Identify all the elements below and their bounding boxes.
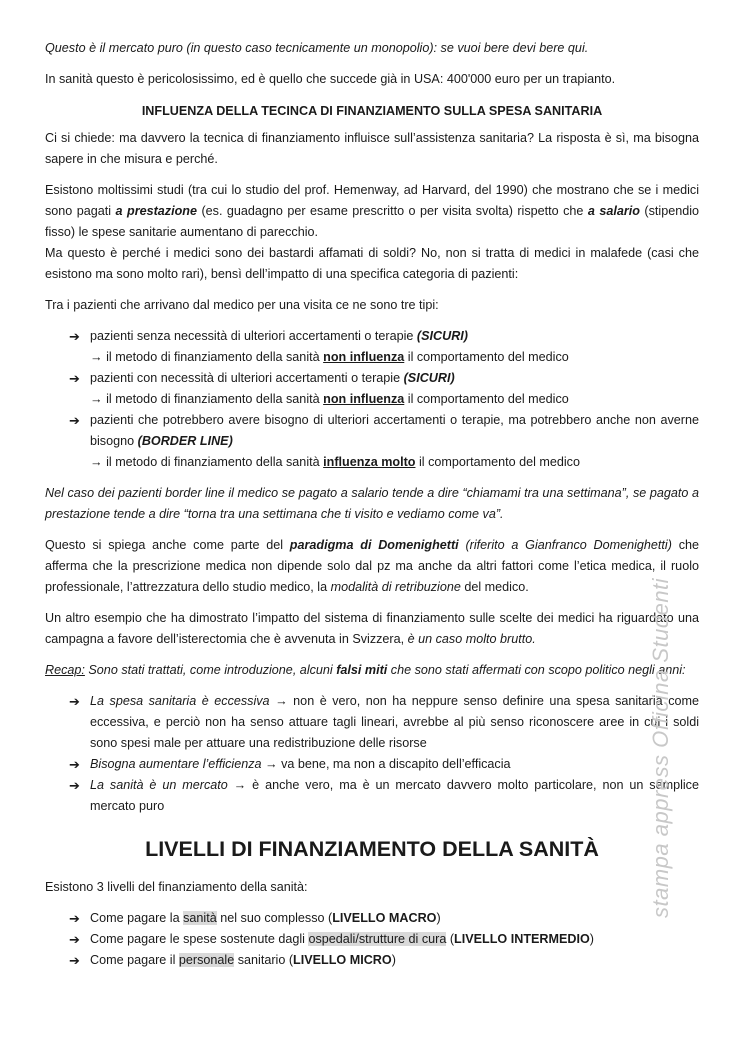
arrow-right-icon: ➔ xyxy=(69,329,80,344)
levels-list xyxy=(45,908,699,971)
arrow-right-icon: ➔ xyxy=(69,757,80,772)
paragraph-question: Ci si chiede: ma davvero la tecnica di finanziamento influisce sull’assistenza sanitaria? La risposta è sì, ma bisogna sapere in che misura e perché. xyxy=(45,131,699,166)
list-item: ➔ Come pagare il personale sanitario (LIVELLO MICRO) xyxy=(45,950,699,971)
section-heading-financing-technique: INFLUENZA DELLA TECINCA DI FINANZIAMENTO SULLA SPESA SANITARIA xyxy=(141,104,603,118)
arrow-right-icon: ➔ xyxy=(69,413,80,428)
myths-list xyxy=(45,691,699,817)
paragraph-patient-types: Tra i pazienti che arrivano dal medico per una visita ce ne sono tre tipi: xyxy=(45,298,439,312)
arrow-right-icon: ➔ xyxy=(69,371,80,386)
list-item: ➔ pazienti con necessità di ulteriori accertamenti o terapie (SICURI) → il metodo di finanziamento della sanità non influenza il comportamento del medico xyxy=(45,368,699,410)
list-item: ➔ pazienti senza necessità di ulteriori accertamenti o terapie (SICURI) → il metodo di finanziamento della sanità non influenza il comportamento del medico xyxy=(45,326,699,368)
paragraph-studies: Esistono moltissimi studi (tra cui lo studio del prof. Hemenway, ad Harvard, del 1990) che mostrano che se i medici sono pagati a prestazione (es. guadagno per esame prescritto o per visita svolta) rispetto che a salario (stipendio fisso) le spese sanitarie aumentano di parecchio. xyxy=(45,183,700,239)
arrow-right-icon: ➔ xyxy=(69,694,80,709)
watermark: stampa appress Officina Studenti xyxy=(648,577,673,918)
patient-types-list xyxy=(45,326,699,473)
paragraph-levels-intro: Esistono 3 livelli del finanziamento della sanità: xyxy=(45,880,308,894)
arrow-right-icon: ➔ xyxy=(69,911,80,926)
paragraph-usa: In sanità questo è pericolosissimo, ed è quello che succede già in USA: 400'000 euro per un trapianto. xyxy=(45,72,616,86)
list-item: ➔ pazienti che potrebbero avere bisogno di ulteriori accertamenti o terapie, ma potrebbero anche non averne bisogno (BORDER LINE) → il metodo di finanziamento della sanità influenza molto il comportamento del medico xyxy=(45,410,699,473)
arrow-right-icon: ➔ xyxy=(69,778,80,793)
paragraph-pure-market: Questo è il mercato puro (in questo caso tecnicamente un monopolio): se vuoi bere devi bere qui. xyxy=(45,41,589,55)
paragraph-switzerland: Un altro esempio che ha dimostrato l’impatto del sistema di finanziamento sulle scelte dei medici ha riguardato una campagna a favore dell’isterectomia che è avvenuta in Svizzera, è un caso molto brutto. xyxy=(45,611,699,646)
paragraph-border-line: Nel caso dei pazienti border line il medico se pagato a salario tende a dire “chiamami tra una settimana”, se pagato a prestazione tende a dire “torna tra una settimana che ti visito e vediamo come va”. xyxy=(45,486,699,521)
arrow-right-icon: ➔ xyxy=(69,953,80,968)
paragraph-doctors: Ma questo è perché i medici sono dei bastardi affamati di soldi? No, non si tratta di medici in malafede (casi che esistono ma sono molto rari), bensì dell’impatto di una specifica categoria di pazienti: xyxy=(45,246,699,281)
list-item: ➔ Come pagare la sanità nel suo complesso (LIVELLO MACRO) xyxy=(45,908,699,929)
list-item: ➔ La spesa sanitaria è eccessiva → non è vero, non ha neppure senso definire una spesa sanitaria come eccessiva, e perciò non ha senso attuare tagli lineari, avrebbe al più senso riconoscere aree in cui i soldi sono spesi male per attuare una redistribuzione delle risorse xyxy=(45,691,699,754)
section-heading-financing-levels: LIVELLI DI FINANZIAMENTO DELLA SANITÀ xyxy=(145,837,599,861)
paragraph-recap: Recap: Sono stati trattati, come introduzione, alcuni falsi miti che sono stati affermati con scopo politico negli anni: xyxy=(45,663,686,677)
document-page xyxy=(45,38,699,971)
list-item: ➔ Bisogna aumentare l’efficienza → va bene, ma non a discapito dell’efficacia xyxy=(45,754,699,775)
paragraph-domenighetti: Questo si spiega anche come parte del paradigma di Domenighetti (riferito a Gianfranco Domenighetti) che afferma che la prescrizione medica non dipende solo dal pz ma anche da altri fattori come l’etica medica, il ruolo professionale, l’attrezzatura dello studio medico, la modalità di retribuzione del medico. xyxy=(45,538,700,594)
list-item: ➔ Come pagare le spese sostenute dagli ospedali/strutture di cura (LIVELLO INTERMEDIO) xyxy=(45,929,699,950)
list-item: ➔ La sanità è un mercato → è anche vero, ma è un mercato davvero molto particolare, non un semplice mercato puro xyxy=(45,775,699,817)
arrow-right-icon: ➔ xyxy=(69,932,80,947)
